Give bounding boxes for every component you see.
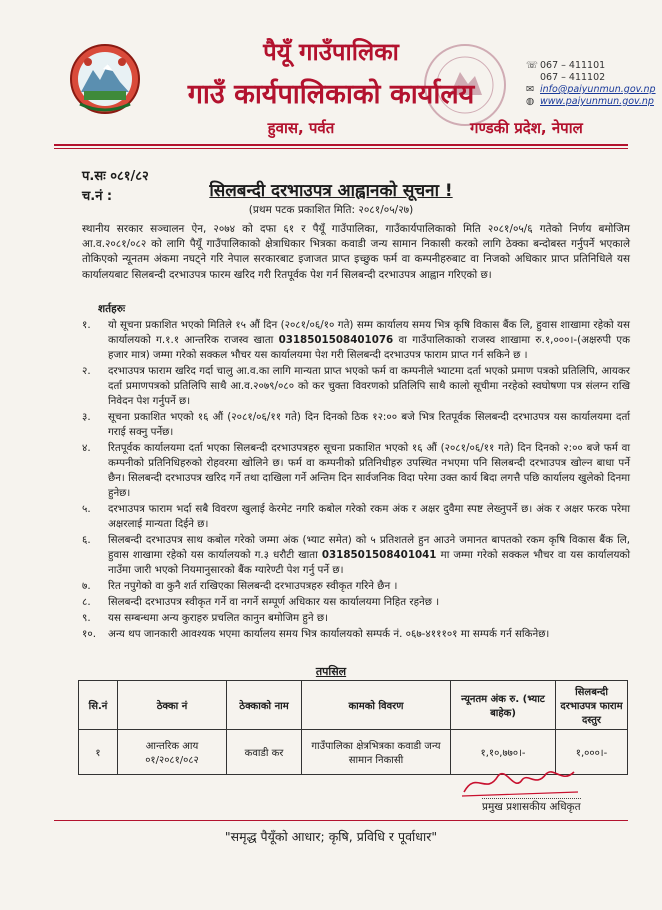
footer-divider xyxy=(54,820,628,821)
municipality-name: पैयूँ गाउँपालिका xyxy=(263,38,399,66)
term-item: ६. सिलबन्दी दरभाउपत्र साथ कबोल गरेको जम्मा अंक (भ्याट समेत) को ५ प्रतिशतले हुन आउने जमानत बापतको रकम कृषि विकास बैंक लि, हुवास शाखामा रहेको यस कार्यालयको ग.३ धरौटी खाता 0318501508401041 मा जम्मा गरेको सक्कल भौचर वा यस कार्यालयको नाउँमा जारी भएको नियमानुसारको बैंक ग्यारेण्टी पेश गर्नु पर्ने छ। xyxy=(82,534,630,576)
phone-1: 067 – 411101 xyxy=(540,60,606,71)
term-item: ८. सिलबन्दी दरभाउपत्र स्वीकृत गर्ने वा नगर्ने सम्पूर्ण अधिकार यस कार्यालयमा निहित रहनेछ । xyxy=(82,596,440,608)
phone-icon: ☏ xyxy=(526,60,538,71)
term-item: ७. रित नपुगेको वा कुनै शर्त राखिएका सिलबन्दी दरभाउपत्रहरु स्वीकृत गरिने छैन । xyxy=(82,580,398,592)
signature-mark xyxy=(456,762,586,802)
term-item: ९. यस सम्बन्धमा अन्य कुराहरु प्रचलित कानुन बमोजिम हुने छ। xyxy=(82,612,328,624)
email-link[interactable]: info@paiyunmun.gov.np xyxy=(540,84,656,95)
cell-serial: १ xyxy=(79,730,118,775)
revenue-account-number: 0318501508401076 xyxy=(278,334,394,346)
col-form-fee: सिलबन्दी दरभाउपत्र फाराम दस्तुर xyxy=(556,681,628,730)
footer-slogan: "समृद्ध पैयूँको आधार; कृषि, प्रविधि र पूर्वाधार" xyxy=(224,829,438,844)
intro-paragraph xyxy=(82,222,630,283)
term-item: १०. अन्य थप जानकारी आवश्यक भएमा कार्यालय समय भित्र कार्यालयको सम्पर्क नं. ०६७-४१११०१ मा सम्पर्क गर्न सकिनेछ। xyxy=(82,628,550,640)
notice-subtitle: (प्रथम पटक प्रकाशित मिति: २०८१/०५/२७) xyxy=(248,204,414,216)
header-divider xyxy=(54,144,628,146)
cell-contract-no: आन्तरिक आय ०१/२०८१/०८२ xyxy=(118,730,227,775)
notice-title: सिलबन्दी दरभाउपत्र आह्वानको सूचना ! xyxy=(209,181,453,201)
term-item: ४. रितपूर्वक कार्यालयमा दर्ता भएका सिलबन्दी दरभाउपत्रहरु सूचना प्रकाशित भएको १६ औं (२०८१/०६/११ गते) दिन दिनको २:०० बजे फर्म वा कम्पनीको प्रतिनिधिहरुको रोहवरमा खोलिने छ। फर्म वा कम्पनीको प्रतिनिधीहरु उपस्थित नभएमा पनि सिलबन्दी दरभाउपत्र खोल्न बाधा पर्ने छैन। सिलबन्दी दरभाउपत्र खरिद गर्ने तथा दाखिला गर्ने अन्तिम दिन सार्वजनिक विदा परेमा उक्त कार्य बिदा लगत्तै पछि कार्यालय खुलेको दिनमा हुनेछ। xyxy=(82,442,630,499)
header-divider-thin xyxy=(54,148,628,149)
table-caption: तपसिल xyxy=(315,665,347,678)
deposit-account-number: 0318501508401041 xyxy=(321,549,437,561)
term-item: २. दरभाउपत्र फाराम खरिद गर्दा चालु आ.व.का लागि मान्यता प्राप्त भएको फर्म वा कम्पनीले भ्याटमा दर्ता भएको प्रमाण पत्रको प्रतिलिपि, आयकर दर्ता प्रमाणपत्रको प्रतिलिपि साथै आ.व.२०७९/०८० को कर चुक्ता विवरणको प्रतिलिपि साथै कालो सूचीमा नरहेको स्वघोषणा पत्र संलग्न राखि निवेदन पेश गर्नुपर्ने छ। xyxy=(82,365,630,407)
col-serial: सि.नं xyxy=(79,681,118,730)
office-name: गाउँ कार्यपालिकाको कार्यालय xyxy=(187,79,475,110)
term-item: १. यो सूचना प्रकाशित भएको मितिले १५ औं दिन (२०८१/०६/१० गते) सम्म कार्यालय समय भित्र कृषि विकास बैंक लि, हुवास शाखामा रहेको यस कार्यालयको ग.१.१ आन्तरिक राजस्व खाता 0318501508401076 वा गाउँपालिकाको राजस्व शाखामा रु.१,०००।-(अक्षरुपी एक हजार मात्र) जम्मा गरेको सक्कल भौचर यस कार्यालयमा पेश गरी सिलबन्दी दरभाउपत्र फाराम प्राप्त गर्न सकिने छ । xyxy=(82,319,630,361)
col-min-amount: न्यूनतम अंक रु. (भ्याट बाहेक) xyxy=(451,681,556,730)
cell-form-fee: १,०००।- xyxy=(556,730,628,775)
cell-description: गाउँपालिका क्षेत्रभित्रका कवाडी जन्य सामान निकासी xyxy=(302,730,451,775)
globe-icon: ◍ xyxy=(526,96,535,107)
term-item: ३. सूचना प्रकाशित भएको १६ औं (२०८१/०६/११ गते) दिन दिनको ठिक १२:०० बजे भित्र रितपूर्वक सिलबन्दी दरभाउपत्र यस कार्यालयमा दर्ता गराई सक्नु पर्नेछ। xyxy=(82,411,630,438)
intro-text: स्थानीय सरकार सञ्चालन ऐन, २०७४ को दफा ६१ र पैयूँ गाउँपालिका, गाउँकार्यपालिकाको मिति २०८१/०५/६ गतेको निर्णय बमोजिम आ.व.२०८१/०८२ को लागि पैयूँ गाउँपालिकाको क्षेत्राधिकार भित्रका कवाडी जन्य सामान निकासी करको लागि ठेक्का बन्दोबस्त गर्नुपर्ने भएकाले तोकिएको न्यूनतम अंकमा नघट्ने गरि नेपाल सरकारबाट इजाजत प्राप्त इच्छुक फर्म वा कम्पनीहरुबाट वा निजको अधिकार प्राप्त प्रतिनिधिले यस कार्यालयबाट सिलबन्दी दरभाउपत्र फारम खरिद गरी रितपूर्वक पेश गर्न सिलबन्दी दरभाउपत्र आह्वान गरिएको छ। xyxy=(82,223,630,281)
cell-contract-name: कवाडी कर xyxy=(227,730,302,775)
terms-list xyxy=(82,318,630,643)
phone-2: 067 – 411102 xyxy=(540,72,606,83)
term-item: ५. दरभाउपत्र फाराम भर्दा सबै विवरण खुलाई केरमेट नगरि कबोल गरेको रकम अंक र अक्षर दुवैमा स्पष्ट लेख्नुपर्ने छ। अंक र अक्षर फरक परेमा अक्षरलाई मान्यता दिईने छ। xyxy=(82,503,630,530)
col-description: कामको विवरण xyxy=(302,681,451,730)
contact-block xyxy=(526,60,656,108)
letter-number: प.सः ०८१/८२ xyxy=(82,169,149,184)
terms-heading: शर्तहरुः xyxy=(98,303,126,315)
col-contract-no: ठेक्का नं xyxy=(118,681,227,730)
office-location: हुवास, पर्वत xyxy=(267,119,335,137)
dispatch-number: च.नं : xyxy=(82,189,113,204)
email-icon: ✉ xyxy=(526,84,534,95)
col-contract-name: ठेक्काको नाम xyxy=(227,681,302,730)
province-name: गण्डकी प्रदेश, नेपाल xyxy=(470,119,583,137)
contract-table xyxy=(78,680,628,775)
signatory-title: प्रमुख प्रशासकीय अधिकृत xyxy=(482,798,581,814)
website-link[interactable]: www.paiyunmun.gov.np xyxy=(540,96,654,107)
cell-min-amount: १,१०,७७०।- xyxy=(451,730,556,775)
table-header-row xyxy=(79,681,628,730)
